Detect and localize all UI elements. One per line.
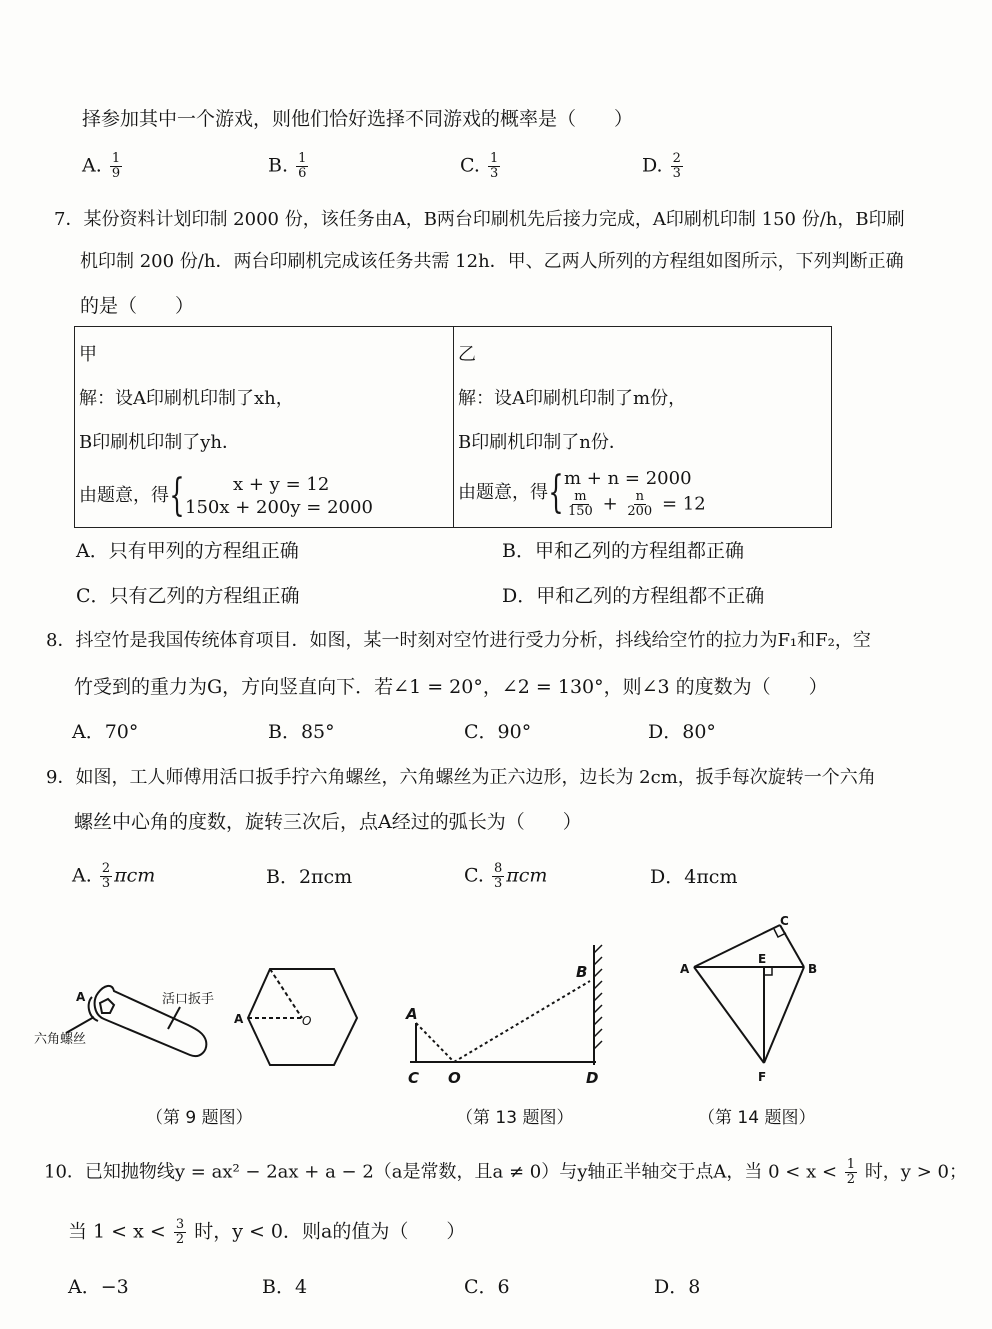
equation-system: x + y = 12 150x + 200y = 2000: [185, 474, 373, 518]
wall-hatching: [594, 945, 602, 1049]
fraction: $\frac{1}{3}$: [489, 151, 499, 181]
wrench-label-leader: [168, 1007, 180, 1029]
q6-option-b[interactable]: B. $\frac{1}{6}$: [268, 151, 307, 181]
q9-option-a[interactable]: A. $\frac{2}{3}$ πcm: [72, 861, 156, 891]
fraction: $\frac{1}{9}$: [111, 151, 121, 181]
brace: {: [548, 467, 564, 518]
hex-point-a-label: A: [234, 1012, 244, 1026]
fig13-caption: （第 13 题图）: [456, 1108, 574, 1128]
q9-option-b[interactable]: B．2πcm: [266, 866, 353, 888]
q7-line2: 机印制 200 份/h．两台印刷机完成该任务共需 12h．甲、乙两人所列的方程组如图所示，下列判断正确: [80, 251, 904, 272]
fig14-point-a-label: A: [680, 962, 690, 976]
segment-ac: [694, 925, 780, 967]
q10-line1: 10．已知抛物线y = ax² − 2ax + a − 2（a是常数，且a ≠ 0）与y轴正半轴交于点A，当 0 < x < $\frac{1}{2}$ 时，y > 0；: [44, 1157, 967, 1187]
fig13-point-b-label: B: [576, 963, 588, 981]
equation-system: m + n = 2000 $\frac{m}{150}$ + $\frac{n}{200}$ = 12: [564, 468, 706, 519]
jia-title: 甲: [79, 344, 97, 365]
jia-line2: B印刷机印制了yh．: [79, 432, 240, 453]
q10-option-b[interactable]: B．4: [262, 1276, 308, 1298]
fig13-point-o-label: O: [448, 1069, 461, 1087]
yi-title: 乙: [458, 344, 476, 365]
fig14-point-e-label: E: [758, 952, 767, 966]
figures-row: [0, 905, 992, 1135]
hex-center-o-label: O: [302, 1014, 312, 1028]
q9-option-d[interactable]: D．4πcm: [650, 866, 738, 888]
q8-option-b[interactable]: B．85°: [268, 721, 335, 743]
q7-option-b[interactable]: B．甲和乙列的方程组都正确: [502, 540, 744, 562]
fig9-caption: （第 9 题图）: [146, 1108, 253, 1128]
q9-option-c[interactable]: C. $\frac{8}{3}$ πcm: [464, 861, 548, 891]
nut-label: 六角螺丝: [34, 1032, 87, 1047]
fraction: $\frac{2}{3}$: [101, 861, 111, 891]
fig13-point-c-label: C: [408, 1069, 420, 1087]
fraction: $\frac{2}{3}$: [672, 151, 681, 181]
fraction: $\frac{n}{200}$: [627, 489, 653, 519]
ray-ob: [454, 981, 590, 1062]
brace: {: [169, 470, 185, 521]
fraction: $\frac{1}{6}$: [298, 151, 307, 181]
hex-nut-small: [100, 999, 114, 1013]
fig14-point-b-label: B: [808, 962, 818, 976]
fraction: $\frac{8}{3}$: [493, 861, 503, 891]
jia-system: 由题意，得{ x + y = 12 150x + 200y = 2000: [79, 470, 373, 521]
q8-line2: 竹受到的重力为G，方向竖直向下．若∠1 = 20°，∠2 = 130°，则∠3 的度数为（ ）: [74, 676, 828, 698]
q6-option-d[interactable]: D. $\frac{2}{3}$: [642, 151, 681, 181]
fig14-caption: （第 14 题图）: [698, 1108, 816, 1128]
q7-solution-table: [74, 326, 832, 528]
q6-text: 择参加其中一个游戏，则他们恰好选择不同游戏的概率是（ ）: [82, 108, 634, 130]
yi-line1: 解：设A印刷机印制了m份，: [458, 388, 687, 409]
yi-line2: B印刷机印制了n份．: [458, 432, 627, 453]
segment-cb: [780, 925, 804, 967]
q8-option-c[interactable]: C．90°: [464, 721, 532, 743]
hex-radius-b: [270, 969, 302, 1018]
q9-line1: 9．如图，工人师傅用活口扳手拧六角螺丝，六角螺丝为正六边形，边长为 2cm，扳手每次旋转一个六角: [46, 767, 876, 788]
fig14-point-c-label: C: [780, 914, 789, 928]
fig13-point-d-label: D: [586, 1069, 599, 1087]
fraction: $\frac{3}{2}$: [175, 1217, 185, 1247]
right-angle-e: [764, 967, 772, 975]
jia-line1: 解：设A印刷机印制了xh，: [79, 388, 294, 409]
q7-option-a[interactable]: A．只有甲列的方程组正确: [76, 540, 299, 562]
ray-ao: [416, 1023, 454, 1062]
q8-option-d[interactable]: D．80°: [648, 721, 716, 743]
q10-option-c[interactable]: C．6: [464, 1276, 510, 1298]
q8-option-a[interactable]: A．70°: [72, 721, 139, 743]
cell-jia: [75, 327, 453, 527]
fraction: $\frac{1}{2}$: [846, 1157, 856, 1187]
q6-option-c[interactable]: C. $\frac{1}{3}$: [460, 151, 499, 181]
fraction: $\frac{m}{150}$: [568, 489, 593, 519]
fig9-point-a-label: A: [76, 990, 86, 1004]
wrench-label: 活口扳手: [162, 992, 215, 1007]
q7-option-c[interactable]: C．只有乙列的方程组正确: [76, 585, 300, 607]
segment-bf: [764, 967, 804, 1063]
q6-option-a[interactable]: A. $\frac{1}{9}$: [82, 151, 121, 181]
segment-af: [694, 967, 764, 1063]
q7-option-d[interactable]: D．甲和乙列的方程组都不正确: [502, 585, 765, 607]
cell-yi: [454, 327, 831, 527]
yi-system: 由题意，得{ m + n = 2000 $\frac{m}{150}$ + $\frac{n}{200}$ = 12: [458, 467, 706, 519]
q10-line2: 当 1 < x < $\frac{3}{2}$ 时，y < 0．则a的值为（ ）: [68, 1217, 466, 1247]
fig13-point-a-label: A: [406, 1005, 418, 1023]
fig13-figure: [410, 945, 602, 1065]
nut-label-leader: [66, 1017, 94, 1033]
q9-line2: 螺丝中心角的度数，旋转三次后，点A经过的弧长为（ ）: [74, 811, 582, 833]
q7-line3: 的是（ ）: [80, 295, 195, 317]
fig14-point-f-label: F: [758, 1070, 767, 1084]
q10-option-a[interactable]: A．−3: [68, 1276, 129, 1298]
q10-option-d[interactable]: D．8: [654, 1276, 701, 1298]
fig14-figure: [694, 925, 804, 1063]
q8-line1: 8．抖空竹是我国传统体育项目．如图，某一时刻对空竹进行受力分析，抖线给空竹的拉力为F₁和F₂，空: [46, 630, 871, 651]
q7-line1: 7．某份资料计划印制 2000 份，该任务由A，B两台印刷机先后接力完成，A印刷机印制 150 份/h，B印刷: [54, 209, 905, 230]
